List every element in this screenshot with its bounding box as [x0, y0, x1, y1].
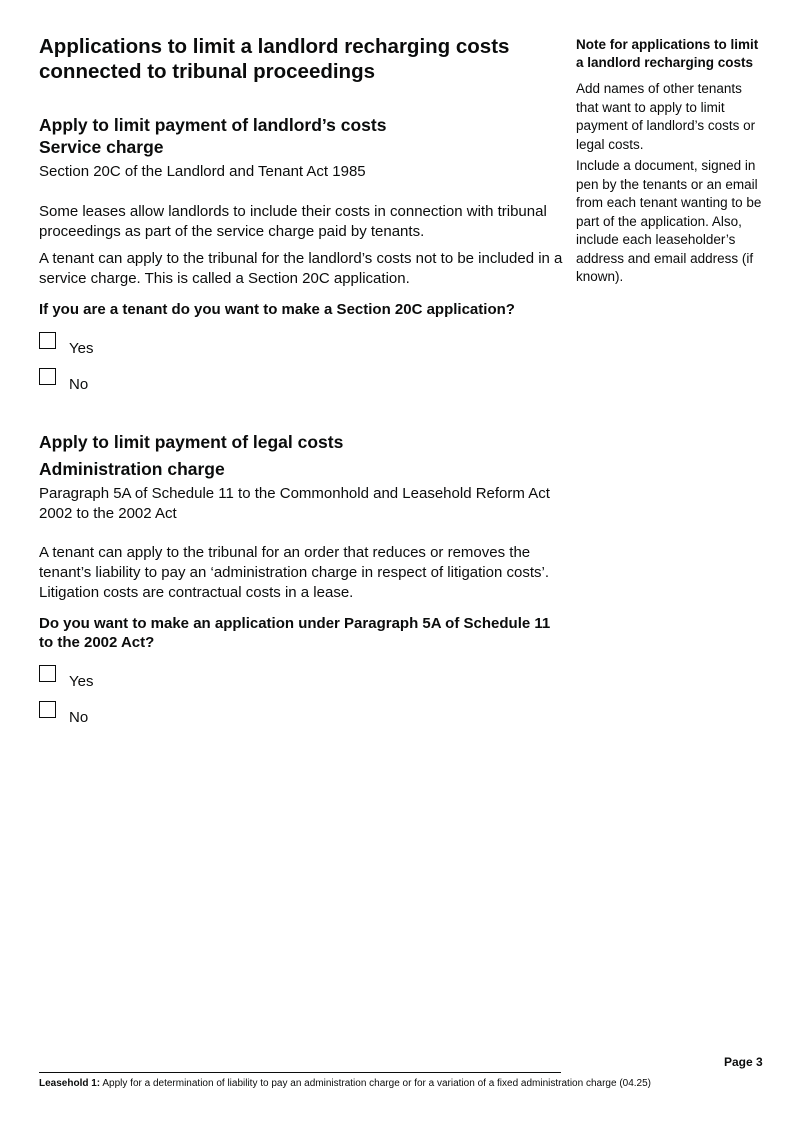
section1-option-yes[interactable] [39, 332, 564, 358]
section1-no-label: No [69, 376, 89, 393]
section1-question: If you are a tenant do you want to make a Section 20C application? [39, 301, 515, 318]
section2-question: Do you want to make an application under Paragraph 5A of Schedule 11 to the 2002 Act? [39, 615, 551, 651]
main-column [39, 34, 564, 727]
side-note-paragraph-2: Include a document, signed in pen by the tenants or an email from each tenant wanting to be part of the application. Also, include each leaseholder’s address and email address (if known). [576, 158, 762, 284]
section2-no-checkbox[interactable] [39, 701, 56, 718]
side-note [576, 36, 768, 287]
section1-paragraph-2: A tenant can apply to the tribunal for the landlord’s costs not to be included in a service charge. This is called a Section 20C application. [39, 250, 563, 287]
section2-paragraph-1: A tenant can apply to the tribunal for an order that reduces or removes the tenant’s liability to pay an ‘administration charge in respect of litigation costs’. Litigation costs are contractual costs in a lease. [39, 544, 549, 601]
section2-heading: Apply to limit payment of legal costs [39, 432, 344, 452]
section2-subheading: Administration charge [39, 459, 225, 479]
footer-divider [39, 1072, 561, 1073]
footer-form-name: Leasehold 1: [39, 1078, 101, 1089]
section1-reference: Section 20C of the Landlord and Tenant Act 1985 [39, 163, 366, 180]
footer-form-description: Apply for a determination of liability to pay an administration charge or for a variation of a fixed administration charge (04.25) [102, 1078, 651, 1089]
section2-reference: Paragraph 5A of Schedule 11 to the Commonhold and Leasehold Reform Act 2002 to the 2002 Act [39, 485, 550, 522]
section1-yes-checkbox[interactable] [39, 332, 56, 349]
section2-option-yes[interactable] [39, 665, 564, 691]
section1-yes-label: Yes [69, 340, 94, 357]
section2-no-label: No [69, 709, 89, 726]
section2-yes-label: Yes [69, 673, 94, 690]
section2-option-no[interactable] [39, 701, 564, 727]
section1-option-no[interactable] [39, 368, 564, 394]
page-number: Page 3 [724, 1055, 763, 1069]
section1-heading: Apply to limit payment of landlord’s costs [39, 115, 387, 135]
section2-yes-checkbox[interactable] [39, 665, 56, 682]
section1-subheading: Service charge [39, 137, 164, 157]
section1-paragraph-1: Some leases allow landlords to include their costs in connection with tribunal proceedings as part of the service charge paid by tenants. [39, 203, 547, 240]
side-note-heading: Note for applications to limit a landlord recharging costs [576, 37, 759, 70]
side-note-paragraph-1: Add names of other tenants that want to apply to limit payment of landlord’s costs or legal costs. [576, 81, 756, 152]
section1-no-checkbox[interactable] [39, 368, 56, 385]
footer-text [39, 1077, 779, 1090]
page-title: Applications to limit a landlord recharging costs connected to tribunal proceedings [39, 35, 510, 83]
